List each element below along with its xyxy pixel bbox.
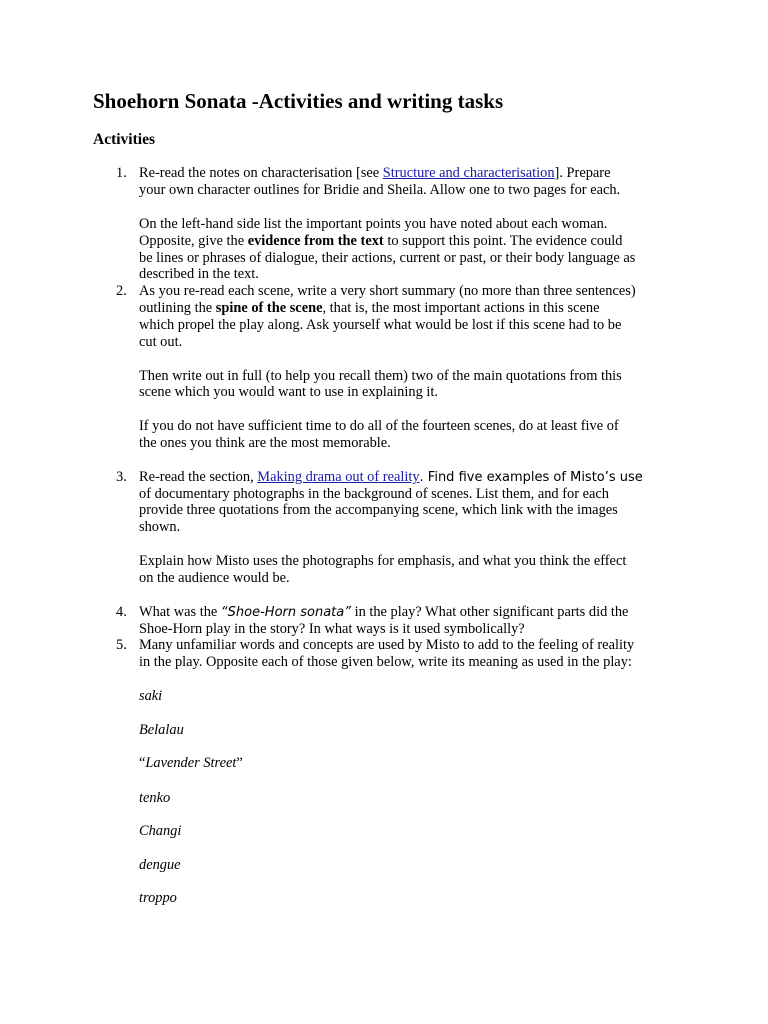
- item-1-para-2-line-4: described in the text.: [139, 266, 259, 282]
- item-2-para-3-line-2: the ones you think are the most memorable.: [139, 435, 391, 451]
- term-tenko: tenko: [139, 790, 171, 806]
- making-drama-out-of-reality-link[interactable]: Making drama out of reality: [257, 469, 420, 485]
- item-2-para-2-line-2: scene which you would want to use in explaining it.: [139, 384, 438, 400]
- item-3-line-1: [139, 469, 643, 486]
- term-saki: saki: [139, 688, 163, 704]
- item-2-text: , that is, the most important actions in this scene: [322, 300, 600, 316]
- item-1-line-1: [139, 165, 610, 182]
- structure-and-characterisation-link[interactable]: Structure and characterisation: [382, 165, 555, 181]
- item-4-line-1: [139, 604, 628, 621]
- item-1-text: Re-read the notes on characterisation [see: [139, 165, 383, 181]
- item-number-5: 5.: [116, 637, 127, 653]
- item-1-para-2-line-2: [139, 233, 622, 250]
- term-troppo: troppo: [139, 890, 177, 906]
- item-3-line-4: shown.: [139, 519, 181, 535]
- quote-open: “: [139, 755, 146, 771]
- section-heading-activities: Activities: [93, 131, 155, 148]
- item-number-1: 1.: [116, 165, 127, 181]
- page-title: Shoehorn Sonata -Activities and writing tasks: [93, 89, 504, 113]
- item-1-text: ]. Prepare: [554, 165, 611, 181]
- item-2-line-1: As you re-read each scene, write a very short summary (no more than three sentences): [139, 283, 636, 299]
- spine-of-scene-bold: spine of the scene: [215, 300, 323, 316]
- evidence-from-text-bold: evidence from the text: [247, 233, 384, 249]
- shoe-horn-sonata-italic: “Shoe-Horn sonata”: [220, 605, 351, 620]
- item-number-2: 2.: [116, 283, 127, 299]
- quote-close: ”: [236, 755, 243, 771]
- item-number-4: 4.: [116, 604, 127, 620]
- item-1-line-2: your own character outlines for Bridie and Sheila. Allow one to two pages for each.: [139, 182, 621, 198]
- item-2-line-2: [139, 300, 599, 317]
- item-1-para-2-line-3: be lines or phrases of dialogue, their actions, current or past, or their body language as: [139, 250, 636, 266]
- item-1-text: Opposite, give the: [139, 233, 248, 249]
- item-3-para-2-line-2: on the audience would be.: [139, 570, 290, 586]
- item-3-para-2-line-1: Explain how Misto uses the photographs for emphasis, and what you think the effect: [139, 553, 627, 569]
- item-4-text: What was the: [139, 604, 221, 620]
- item-2-para-2-line-1: Then write out in full (to help you recall them) two of the main quotations from this: [139, 368, 622, 384]
- item-1-text: to support this point. The evidence could: [383, 233, 623, 249]
- item-3-line-2: of documentary photographs in the background of scenes. List them, and for each: [139, 486, 609, 502]
- item-4-line-2: Shoe-Horn play in the story? In what ways is it used symbolically?: [139, 621, 525, 637]
- term-changi: Changi: [139, 823, 182, 839]
- item-5-line-1: Many unfamiliar words and concepts are used by Misto to add to the feeling of reality: [139, 637, 635, 653]
- item-2-para-3-line-1: If you do not have sufficient time to do all of the fourteen scenes, do at least five of: [139, 418, 619, 434]
- item-4-text: in the play? What other significant parts did the: [350, 604, 629, 620]
- item-1-para-2-line-1: On the left-hand side list the important points you have noted about each woman.: [139, 216, 608, 232]
- item-5-line-2: in the play. Opposite each of those given below, write its meaning as used in the play:: [139, 654, 632, 670]
- term-dengue: dengue: [139, 857, 181, 873]
- item-3-text: . Find five examples of Misto’s use: [419, 470, 643, 485]
- item-3-line-3: provide three quotations from the accompanying scene, which link with the images: [139, 502, 618, 518]
- item-3-text: Re-read the section,: [139, 469, 258, 485]
- term-lavender-street: [139, 755, 243, 772]
- term-belalau: Belalau: [139, 722, 184, 738]
- item-2-line-4: cut out.: [139, 334, 183, 350]
- term-lavender-text: Lavender Street: [145, 755, 237, 771]
- item-number-3: 3.: [116, 469, 127, 485]
- item-2-text: outlining the: [139, 300, 216, 316]
- item-2-line-3: which propel the play along. Ask yourself what would be lost if this scene had to be: [139, 317, 622, 333]
